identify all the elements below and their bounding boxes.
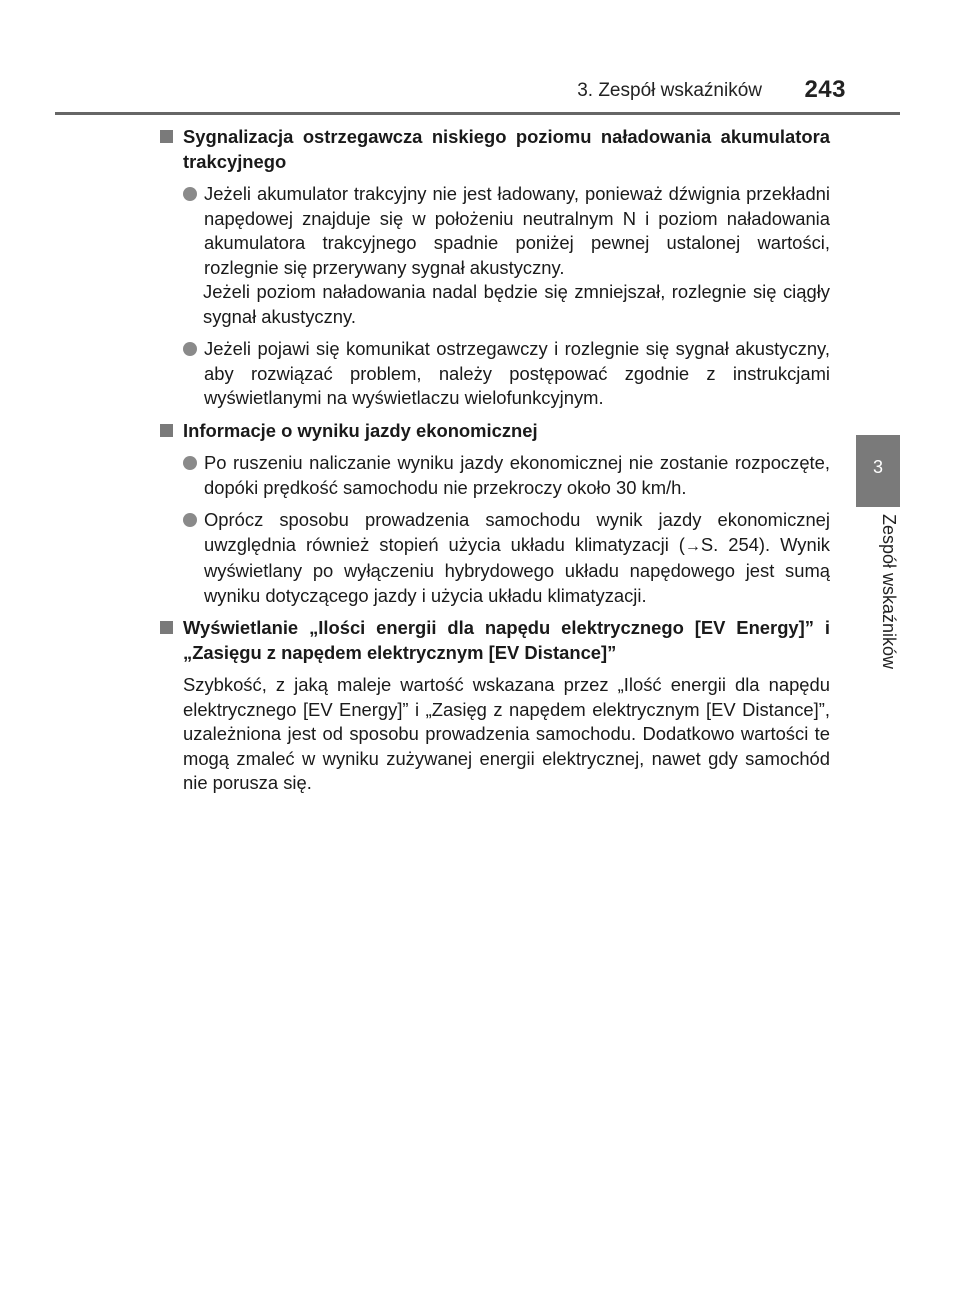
page-reference-arrow-icon: → — [684, 537, 701, 555]
bullet-extra-text: Jeżeli poziom naładowania nadal będzie się zmniejszał, rozlegnie się ciągły sygnał akustyczny. — [203, 281, 830, 327]
section-heading — [160, 419, 830, 444]
bullet-dot-icon — [183, 187, 197, 201]
bullet-dot-icon — [183, 513, 197, 527]
section-heading — [160, 125, 830, 174]
bullet-item — [160, 337, 830, 411]
bullet-text — [204, 508, 830, 608]
section-paragraph: Szybkość, z jaką maleje wartość wskazana przez „Ilość energii dla napędu elektrycznego [EV Energy]” i „Zasięg z napędem elektrycznym [EV Distance]”, uzależniona jest od sposobu prowadzenia samochodu. Dodatkowo wartości te mogą zmaleć w wyniku zużywanej energii elektrycznej, nawet gdy samochód nie porusza się. — [183, 674, 830, 793]
section-heading-text: Sygnalizacja ostrzegawcza niskiego poziomu naładowania akumulatora trakcyjnego — [183, 126, 830, 172]
bullet-text-before: Oprócz sposobu prowadzenia samochodu wynik jazdy ekonomicznej uwzględnia również stopień użycia układu klimatyzacji ( — [204, 509, 830, 555]
bullet-text: Po ruszeniu naliczanie wyniku jazdy ekonomicznej nie zostanie rozpoczęte, dopóki prędkość samochodu nie przekroczy około 30 km/h. — [204, 452, 830, 498]
page-content — [160, 125, 830, 796]
section-square-icon — [160, 424, 173, 437]
chapter-side-tab — [856, 435, 900, 507]
section-square-icon — [160, 130, 173, 143]
bullet-text: Jeżeli pojawi się komunikat ostrzegawczy i rozlegnie się sygnał akustyczny, aby rozwiązać problem, należy postępować zgodnie z instrukcjami wyświetlanymi na wyświetlaczu wielofunkcyjnym. — [204, 338, 830, 408]
section-heading — [160, 616, 830, 665]
bullet-item — [160, 451, 830, 500]
bullet-item — [160, 182, 830, 329]
page-header-title: 3. Zespół wskaźników — [577, 80, 762, 101]
section-heading-text: Wyświetlanie „Ilości energii dla napędu elektrycznego [EV Energy]” i „Zasięgu z napędem elektrycznym [EV Distance]” — [183, 617, 830, 663]
bullet-dot-icon — [183, 456, 197, 470]
bullet-text-after: ). Wynik wyświetlany po wyłączeniu hybrydowego układu napędowego jest sumą wyniku dotyczącego jazdy i użycia układu klimatyzacji. — [204, 533, 830, 606]
header-rule — [55, 112, 900, 115]
bullet-dot-icon — [183, 342, 197, 356]
chapter-side-label: Zespół wskaźników — [879, 514, 899, 670]
page-number: 243 — [804, 76, 846, 103]
chapter-tab-number: 3 — [872, 457, 883, 477]
section-heading-text: Informacje o wyniku jazdy ekonomicznej — [183, 419, 538, 441]
section-square-icon — [160, 621, 173, 634]
bullet-text: Jeżeli akumulator trakcyjny nie jest ładowany, ponieważ dźwignia przekładni napędowej znajduje się w położeniu neutralnym N i poziom naładowania akumulatora trakcyjnego spadnie poniżej pewnej ustalonej wartości, rozlegnie się przerywany sygnał akustyczny. — [204, 183, 830, 278]
bullet-item — [160, 508, 830, 608]
page-reference-link[interactable]: S. 254 — [700, 533, 759, 555]
